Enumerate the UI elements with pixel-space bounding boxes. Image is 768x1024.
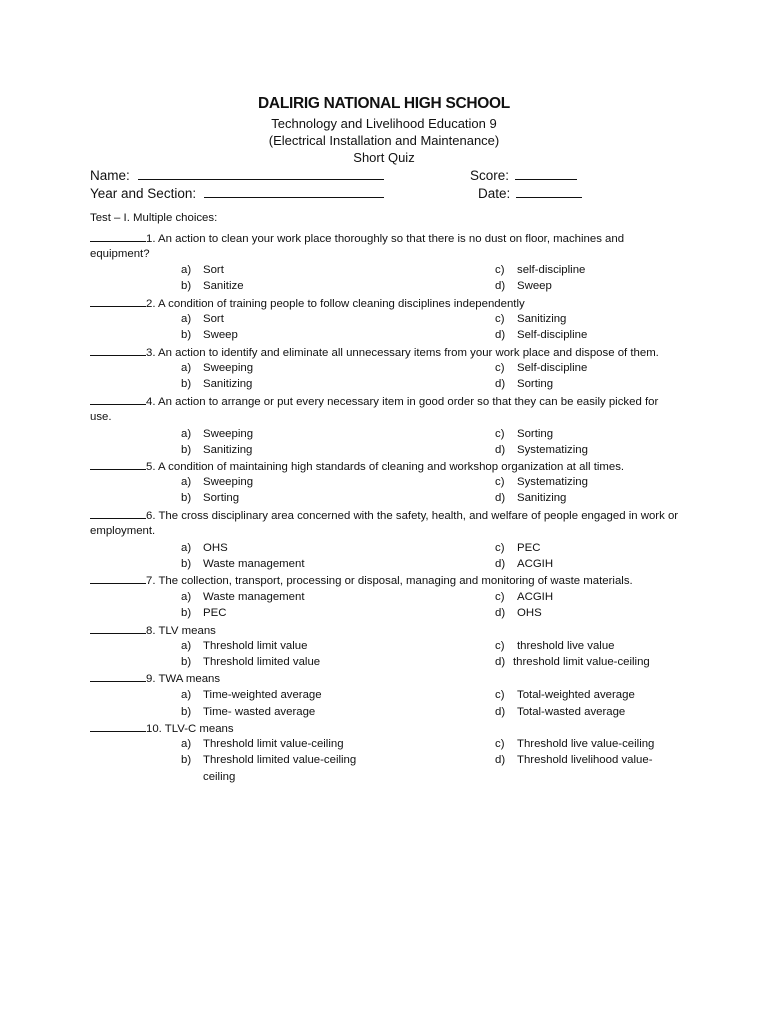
answer-blank[interactable] [90, 458, 146, 470]
section-label: Year and Section: [90, 186, 197, 201]
option-a[interactable]: a) Sweeping [181, 476, 254, 488]
option-a[interactable]: a) Time-weighted average [181, 689, 322, 701]
option-c[interactable]: c) Threshold live value-ceiling [495, 738, 655, 750]
option-a[interactable]: a) OHS [181, 542, 228, 554]
option-a[interactable]: a) Threshold limit value [181, 640, 308, 652]
option-d[interactable]: d) Total-wasted average [495, 706, 626, 718]
option-c[interactable]: c) Sorting [495, 428, 554, 440]
option-c[interactable]: c) self-discipline [495, 264, 586, 276]
answer-blank[interactable] [90, 622, 146, 634]
test-title: Test – I. Multiple choices: [90, 212, 218, 224]
option-a[interactable]: a) Waste management [181, 591, 305, 603]
option-d[interactable]: d) Systematizing [495, 444, 588, 456]
option-c[interactable]: c) Systematizing [495, 476, 588, 488]
option-d-cont: ceiling [203, 771, 236, 783]
question-6: 6. The cross disciplinary area concerned with the safety, health, and welfare of people engaged in work or [90, 507, 678, 524]
option-a[interactable]: a) Sweeping [181, 428, 254, 440]
option-d[interactable]: d) OHS [495, 607, 542, 619]
option-d[interactable]: d) Sweep [495, 280, 552, 292]
question-3: 3. An action to identify and eliminate all unnecessary items from your work place and dispose of them. [90, 344, 659, 361]
option-b[interactable]: b) PEC [181, 607, 227, 619]
name-field[interactable] [138, 167, 384, 180]
question-9: 9. TWA means [90, 670, 220, 687]
question-1: 1. An action to clean your work place thoroughly so that there is no dust on floor, machines and [90, 230, 624, 247]
option-a[interactable]: a) Threshold limit value-ceiling [181, 738, 344, 750]
name-label: Name: [90, 168, 130, 183]
quiz-title: Short Quiz [353, 150, 415, 165]
date-field[interactable] [516, 185, 582, 198]
option-b[interactable]: b) Waste management [181, 558, 305, 570]
answer-blank[interactable] [90, 670, 146, 682]
option-c[interactable]: c) threshold live value [495, 640, 615, 652]
school-name: DALIRIG NATIONAL HIGH SCHOOL [258, 95, 510, 112]
option-b[interactable]: b) Time- wasted average [181, 706, 316, 718]
answer-blank[interactable] [90, 572, 146, 584]
score-label: Score: [470, 168, 510, 183]
option-b[interactable]: b) Sanitizing [181, 444, 253, 456]
question-8: 8. TLV means [90, 622, 216, 639]
option-b[interactable]: b) Sanitizing [181, 378, 253, 390]
option-d[interactable]: d) Self-discipline [495, 329, 588, 341]
option-b[interactable]: b) Sweep [181, 329, 238, 341]
question-1-cont: equipment? [90, 248, 150, 260]
option-b[interactable]: b) Threshold limited value-ceiling [181, 754, 357, 766]
option-a[interactable]: a) Sort [181, 313, 224, 325]
option-d[interactable]: d) threshold limit value-ceiling [495, 656, 650, 668]
answer-blank[interactable] [90, 344, 146, 356]
option-d[interactable]: d) Sanitizing [495, 492, 567, 504]
option-c[interactable]: c) Sanitizing [495, 313, 567, 325]
answer-blank[interactable] [90, 393, 146, 405]
answer-blank[interactable] [90, 507, 146, 519]
section-field[interactable] [204, 185, 384, 198]
question-4-cont: use. [90, 411, 112, 423]
option-c[interactable]: c) Total-weighted average [495, 689, 635, 701]
question-6-cont: employment. [90, 525, 156, 537]
name-row [90, 167, 384, 183]
question-2: 2. A condition of training people to follow cleaning disciplines independently [90, 295, 525, 312]
section-row [90, 185, 384, 201]
strand-title: (Electrical Installation and Maintenance) [268, 133, 500, 148]
score-row [470, 167, 577, 183]
option-c[interactable]: c) Self-discipline [495, 362, 588, 374]
option-d[interactable]: d) ACGIH [495, 558, 554, 570]
question-4: 4. An action to arrange or put every necessary item in good order so that they can be easily picked for [90, 393, 658, 410]
answer-blank[interactable] [90, 295, 146, 307]
option-b[interactable]: b) Threshold limited value [181, 656, 321, 668]
subject-title: Technology and Livelihood Education 9 [271, 116, 497, 131]
answer-blank[interactable] [90, 230, 146, 242]
option-c[interactable]: c) ACGIH [495, 591, 554, 603]
answer-blank[interactable] [90, 720, 146, 732]
option-d[interactable]: d) Sorting [495, 378, 554, 390]
option-c[interactable]: c) PEC [495, 542, 541, 554]
option-a[interactable]: a) Sweeping [181, 362, 254, 374]
question-5: 5. A condition of maintaining high standards of cleaning and workshop organization at all times. [90, 458, 624, 475]
score-field[interactable] [515, 167, 577, 180]
option-a[interactable]: a) Sort [181, 264, 224, 276]
date-row [478, 185, 582, 201]
date-label: Date: [478, 186, 511, 201]
question-7: 7. The collection, transport, processing or disposal, managing and monitoring of waste materials. [90, 572, 633, 589]
option-b[interactable]: b) Sanitize [181, 280, 244, 292]
option-b[interactable]: b) Sorting [181, 492, 240, 504]
question-10: 10. TLV-C means [90, 720, 234, 737]
option-d[interactable]: d) Threshold livelihood value- [495, 754, 653, 766]
